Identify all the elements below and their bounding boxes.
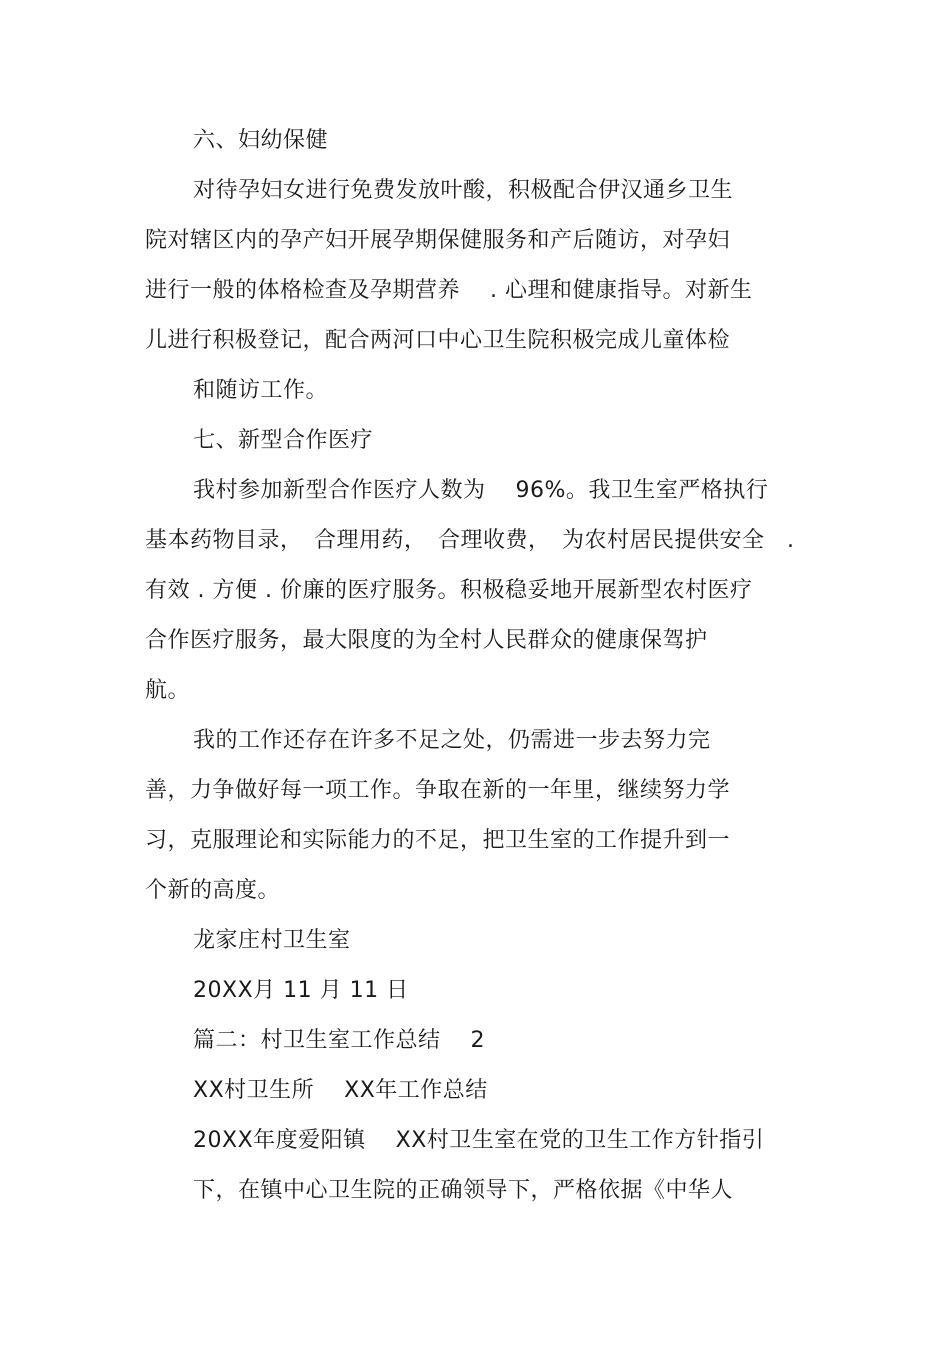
paragraph-line: 对待孕妇女进行免费发放叶酸，积极配合伊汉通乡卫生: [193, 178, 734, 203]
section-heading-maternal-child-health: 六、妇幼保健: [193, 128, 329, 153]
paragraph-line: 我的工作还存在许多不足之处，仍需进一步去努力完: [193, 728, 711, 753]
paragraph-line: 有效 . 方便 . 价廉的医疗服务。积极稳妥地开展新型农村医疗: [145, 578, 753, 603]
paragraph-line: 儿进行积极登记，配合两河口中心卫生院积极完成儿童体检: [145, 328, 731, 353]
paragraph-line: 和随访工作。: [193, 378, 329, 403]
paragraph-line: 个新的高度。: [145, 878, 281, 903]
section-title-part-two: 篇二：村卫生室工作总结 2: [193, 1028, 485, 1053]
paragraph-line: 院对辖区内的孕产妇开展孕期保健服务和产后随访，对孕妇: [145, 228, 731, 253]
paragraph-line: 合作医疗服务，最大限度的为全村人民群众的健康保驾护: [145, 628, 708, 653]
paragraph-line: 进行一般的体格检查及孕期营养 . 心理和健康指导。对新生: [145, 278, 753, 303]
paragraph-line: 20XX年度爱阳镇 XX村卫生室在党的卫生工作方针指引: [193, 1128, 765, 1153]
section-heading-new-cooperative-medical: 七、新型合作医疗: [193, 428, 374, 453]
paragraph-line: 习，克服理论和实际能力的不足，把卫生室的工作提升到一: [145, 828, 731, 853]
signature-date: 20XX月 11 月 11 日: [193, 978, 409, 1003]
paragraph-line: 基本药物目录， 合理用药， 合理收费， 为农村居民提供安全 .: [145, 528, 795, 553]
paragraph-line: 我村参加新型合作医疗人数为 96%。我卫生室严格执行: [193, 478, 769, 503]
signature-organization: 龙家庄村卫生室: [193, 928, 351, 953]
paragraph-line: 下，在镇中心卫生院的正确领导下，严格依据《中华人: [193, 1178, 734, 1203]
paragraph-line: 善，力争做好每一项工作。争取在新的一年里，继续努力学: [145, 778, 731, 803]
paragraph-line: 航。: [145, 678, 191, 703]
report-title: XX村卫生所 XX年工作总结: [193, 1078, 488, 1103]
